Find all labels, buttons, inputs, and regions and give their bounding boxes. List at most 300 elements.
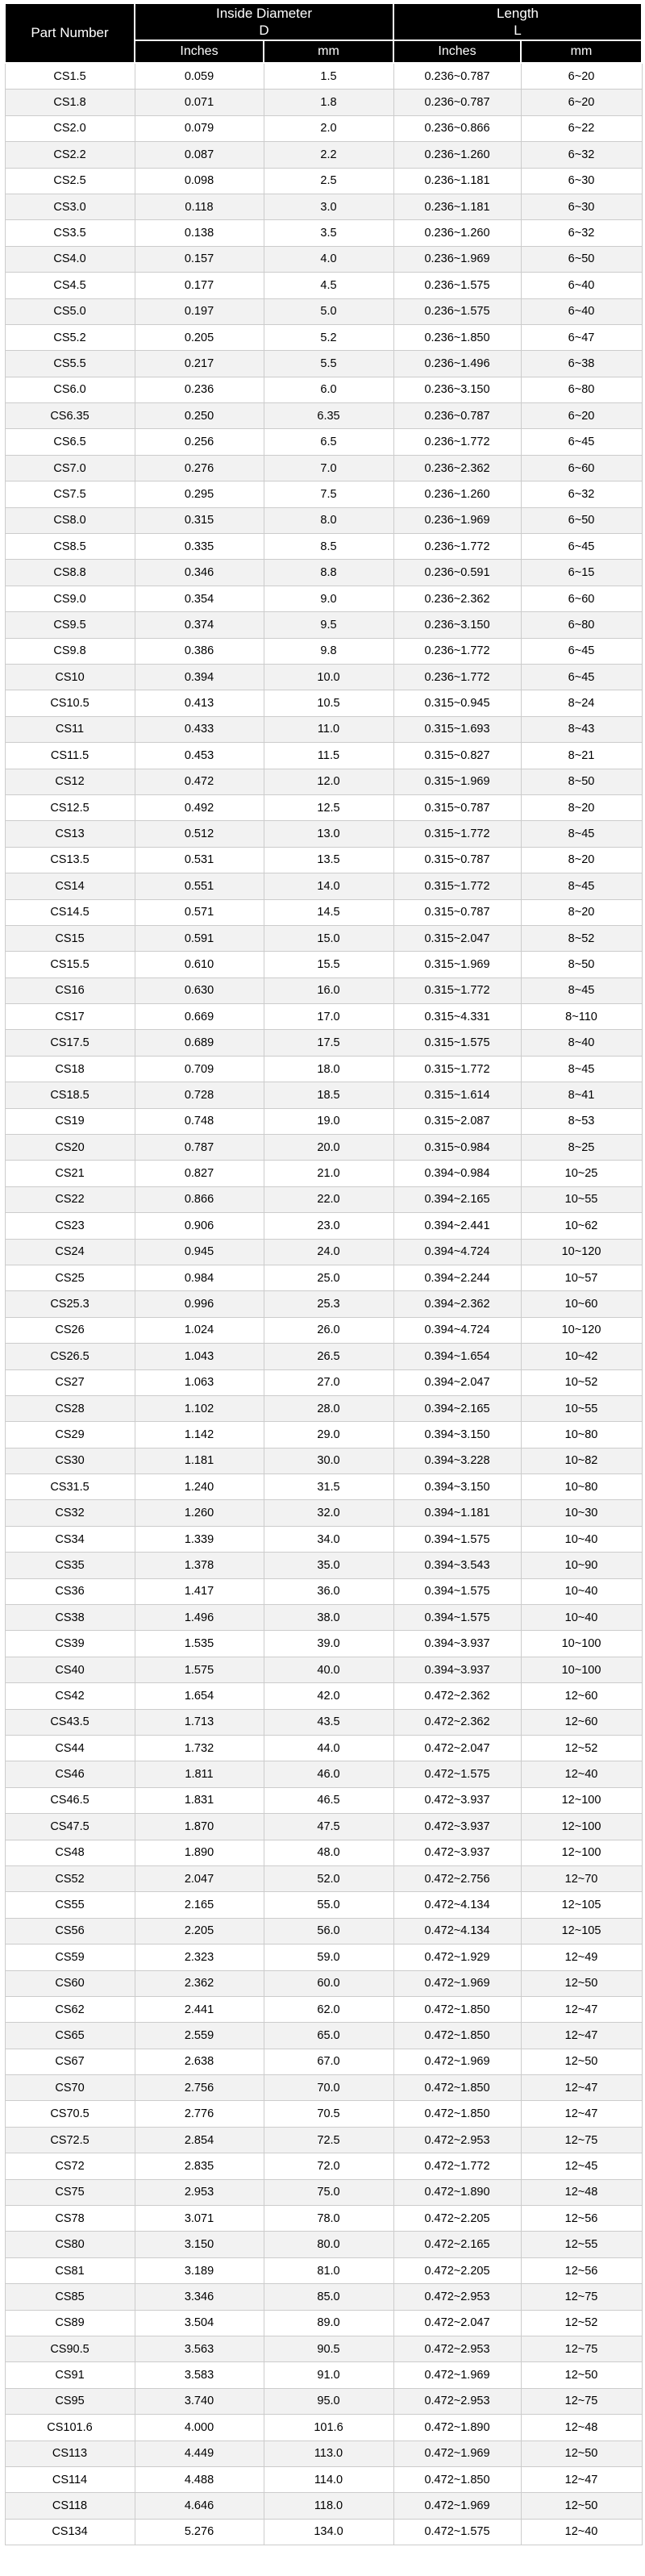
- part-number-cell: CS2.0: [5, 115, 135, 141]
- part-number-cell: CS80: [5, 2232, 135, 2257]
- table-row: [5, 90, 642, 115]
- length-mm-cell: 12~40: [521, 1761, 642, 1787]
- part-number-cell: CS72.5: [5, 2127, 135, 2153]
- diameter-mm-cell: 29.0: [264, 1422, 393, 1448]
- length-inches-cell: 0.394~3.937: [393, 1657, 521, 1682]
- table-row: [5, 794, 642, 820]
- table-row: [5, 429, 642, 455]
- diameter-mm-cell: 95.0: [264, 2388, 393, 2414]
- diameter-mm-cell: 40.0: [264, 1657, 393, 1682]
- part-number-cell: CS91: [5, 2362, 135, 2388]
- length-inches-cell: 0.315~0.827: [393, 743, 521, 769]
- diameter-mm-cell: 16.0: [264, 977, 393, 1003]
- diameter-mm-cell: 48.0: [264, 1840, 393, 1865]
- part-number-cell: CS32: [5, 1500, 135, 1526]
- part-number-cell: CS15.5: [5, 952, 135, 977]
- diameter-inches-cell: 0.689: [135, 1030, 264, 1056]
- length-inches-cell: 0.472~1.929: [393, 1945, 521, 1970]
- diameter-inches-cell: 2.854: [135, 2127, 264, 2153]
- length-mm-cell: 12~52: [521, 2310, 642, 2336]
- table-row: [5, 1004, 642, 1030]
- length-inches-cell: 0.472~2.953: [393, 2336, 521, 2361]
- part-number-cell: CS70: [5, 2075, 135, 2101]
- length-mm-cell: 6~45: [521, 429, 642, 455]
- length-inches-cell: 0.394~1.575: [393, 1526, 521, 1552]
- part-number-cell: CS85: [5, 2284, 135, 2310]
- length-inches-cell: 0.472~1.850: [393, 2075, 521, 2101]
- part-number-cell: CS65: [5, 2023, 135, 2049]
- length-inches-cell: 0.315~1.772: [393, 977, 521, 1003]
- part-number-cell: CS9.8: [5, 638, 135, 664]
- length-mm-cell: 12~47: [521, 2075, 642, 2101]
- table-row: [5, 142, 642, 168]
- diameter-inches-cell: 0.709: [135, 1056, 264, 1082]
- table-row: [5, 1161, 642, 1186]
- diameter-inches-cell: 2.756: [135, 2075, 264, 2101]
- length-inches-cell: 0.394~3.150: [393, 1422, 521, 1448]
- diameter-mm-cell: 17.5: [264, 1030, 393, 1056]
- table-row: [5, 847, 642, 873]
- length-inches-cell: 0.315~0.787: [393, 794, 521, 820]
- part-number-cell: CS38: [5, 1605, 135, 1631]
- diameter-inches-cell: 1.870: [135, 1814, 264, 1840]
- table-row: [5, 1553, 642, 1578]
- diameter-inches-cell: 1.181: [135, 1448, 264, 1473]
- diameter-inches-cell: 0.256: [135, 429, 264, 455]
- table-row: [5, 455, 642, 481]
- table-row: [5, 2441, 642, 2466]
- length-mm-cell: 6~80: [521, 612, 642, 638]
- length-mm-cell: 10~80: [521, 1474, 642, 1500]
- diameter-mm-cell: 25.0: [264, 1265, 393, 1290]
- part-number-cell: CS8.0: [5, 507, 135, 533]
- length-inches-cell: 0.236~1.575: [393, 273, 521, 298]
- part-number-cell: CS13: [5, 821, 135, 847]
- part-number-cell: CS15: [5, 925, 135, 951]
- diameter-mm-cell: 9.8: [264, 638, 393, 664]
- length-inches-cell: 0.394~3.543: [393, 1553, 521, 1578]
- diameter-mm-cell: 8.8: [264, 560, 393, 586]
- length-inches-cell: 0.472~2.362: [393, 1709, 521, 1735]
- length-mm-cell: 10~120: [521, 1239, 642, 1265]
- length-inches-cell: 0.315~0.945: [393, 690, 521, 716]
- diameter-mm-cell: 56.0: [264, 1918, 393, 1944]
- table-row: [5, 2075, 642, 2101]
- table-row: [5, 612, 642, 638]
- diameter-mm-cell: 59.0: [264, 1945, 393, 1970]
- diameter-mm-cell: 113.0: [264, 2441, 393, 2466]
- length-mm-cell: 6~15: [521, 560, 642, 586]
- diameter-mm-cell: 13.0: [264, 821, 393, 847]
- diameter-mm-cell: 26.5: [264, 1344, 393, 1369]
- length-inches-cell: 0.236~3.150: [393, 377, 521, 402]
- diameter-inches-cell: 0.591: [135, 925, 264, 951]
- length-inches-cell: 0.472~3.937: [393, 1840, 521, 1865]
- table-row: [5, 2127, 642, 2153]
- length-mm-cell: 6~47: [521, 324, 642, 350]
- diameter-inches-cell: 3.563: [135, 2336, 264, 2361]
- part-number-cell: CS21: [5, 1161, 135, 1186]
- diameter-mm-cell: 1.8: [264, 90, 393, 115]
- length-inches-cell: 0.315~1.772: [393, 821, 521, 847]
- part-number-cell: CS17.5: [5, 1030, 135, 1056]
- part-number-cell: CS48: [5, 1840, 135, 1865]
- diameter-inches-cell: 1.417: [135, 1578, 264, 1604]
- diameter-mm-cell: 44.0: [264, 1736, 393, 1761]
- length-mm-cell: 8~52: [521, 925, 642, 951]
- diameter-inches-cell: 0.413: [135, 690, 264, 716]
- length-mm-cell: 12~50: [521, 2441, 642, 2466]
- table-row: [5, 769, 642, 794]
- diameter-inches-cell: 2.441: [135, 1996, 264, 2022]
- table-row: [5, 977, 642, 1003]
- table-row: [5, 2388, 642, 2414]
- diameter-inches-cell: 0.906: [135, 1213, 264, 1239]
- table-row: [5, 63, 642, 90]
- part-number-cell: CS39: [5, 1631, 135, 1657]
- diameter-inches-cell: 1.102: [135, 1395, 264, 1421]
- length-mm-cell: 12~50: [521, 1970, 642, 1996]
- diameter-inches-cell: 0.157: [135, 246, 264, 272]
- diameter-mm-cell: 55.0: [264, 1892, 393, 1918]
- length-mm-cell: 12~100: [521, 1814, 642, 1840]
- length-inches-cell: 0.315~1.969: [393, 769, 521, 794]
- length-mm-cell: 6~32: [521, 142, 642, 168]
- diameter-mm-cell: 10.5: [264, 690, 393, 716]
- diameter-mm-cell: 89.0: [264, 2310, 393, 2336]
- length-inches-cell: 0.236~1.772: [393, 664, 521, 690]
- table-row: [5, 1840, 642, 1865]
- part-number-cell: CS25: [5, 1265, 135, 1290]
- part-number-cell: CS5.5: [5, 351, 135, 377]
- diameter-mm-cell: 43.5: [264, 1709, 393, 1735]
- part-number-cell: CS26: [5, 1317, 135, 1343]
- diameter-inches-cell: 3.583: [135, 2362, 264, 2388]
- part-number-cell: CS60: [5, 1970, 135, 1996]
- length-mm-cell: 12~56: [521, 2257, 642, 2283]
- length-inches-unit-header: Inches: [393, 40, 521, 63]
- table-row: [5, 716, 642, 742]
- diameter-mm-cell: 70.0: [264, 2075, 393, 2101]
- diameter-mm-cell: 39.0: [264, 1631, 393, 1657]
- table-row: [5, 1500, 642, 1526]
- part-number-cell: CS35: [5, 1553, 135, 1578]
- length-inches-cell: 0.315~0.984: [393, 1135, 521, 1161]
- table-row: [5, 246, 642, 272]
- length-inches-cell: 0.394~1.575: [393, 1605, 521, 1631]
- diameter-mm-cell: 12.5: [264, 794, 393, 820]
- length-inches-cell: 0.315~0.787: [393, 847, 521, 873]
- length-mm-cell: 8~41: [521, 1082, 642, 1108]
- length-inches-cell: 0.315~0.787: [393, 899, 521, 925]
- length-mm-cell: 8~20: [521, 794, 642, 820]
- table-row: [5, 1787, 642, 1813]
- table-row: [5, 1030, 642, 1056]
- part-number-cell: CS7.0: [5, 455, 135, 481]
- diameter-mm-cell: 78.0: [264, 2206, 393, 2232]
- table-row: [5, 324, 642, 350]
- diameter-mm-cell: 24.0: [264, 1239, 393, 1265]
- table-row: [5, 638, 642, 664]
- length-mm-cell: 10~52: [521, 1369, 642, 1395]
- length-mm-cell: 8~43: [521, 716, 642, 742]
- table-row: [5, 1605, 642, 1631]
- length-inches-cell: 0.472~2.953: [393, 2388, 521, 2414]
- length-mm-cell: 6~50: [521, 246, 642, 272]
- diameter-mm-cell: 19.0: [264, 1108, 393, 1134]
- length-inches-cell: 0.236~1.772: [393, 638, 521, 664]
- table-row: [5, 2362, 642, 2388]
- length-mm-cell: 12~75: [521, 2336, 642, 2361]
- table-row: [5, 2493, 642, 2519]
- diameter-inches-cell: 0.512: [135, 821, 264, 847]
- diameter-mm-cell: 28.0: [264, 1395, 393, 1421]
- diameter-mm-cell: 8.0: [264, 507, 393, 533]
- part-number-cell: CS40: [5, 1657, 135, 1682]
- diameter-mm-cell: 90.5: [264, 2336, 393, 2361]
- length-inches-cell: 0.394~2.362: [393, 1291, 521, 1317]
- length-inches-cell: 0.472~2.205: [393, 2257, 521, 2283]
- diameter-mm-cell: 12.0: [264, 769, 393, 794]
- length-inches-cell: 0.236~1.260: [393, 481, 521, 507]
- length-mm-cell: 8~25: [521, 1135, 642, 1161]
- diameter-inches-cell: 2.205: [135, 1918, 264, 1944]
- table-row: [5, 1344, 642, 1369]
- diameter-mm-cell: 9.5: [264, 612, 393, 638]
- part-number-cell: CS5.2: [5, 324, 135, 350]
- length-mm-cell: 8~53: [521, 1108, 642, 1134]
- table-row: [5, 2257, 642, 2283]
- part-number-cell: CS72: [5, 2153, 135, 2179]
- table-row: [5, 1317, 642, 1343]
- length-mm-cell: 6~45: [521, 534, 642, 560]
- diameter-inches-cell: 0.315: [135, 507, 264, 533]
- length-inches-cell: 0.472~1.772: [393, 2153, 521, 2179]
- diameter-inches-cell: 0.079: [135, 115, 264, 141]
- length-mm-cell: 12~47: [521, 2466, 642, 2492]
- part-number-cell: CS24: [5, 1239, 135, 1265]
- diameter-inches-cell: 0.571: [135, 899, 264, 925]
- length-mm-cell: 10~100: [521, 1657, 642, 1682]
- diameter-inches-cell: 0.866: [135, 1186, 264, 1212]
- diameter-mm-cell: 72.5: [264, 2127, 393, 2153]
- part-number-cell: CS18.5: [5, 1082, 135, 1108]
- part-number-cell: CS95: [5, 2388, 135, 2414]
- diameter-mm-cell: 81.0: [264, 2257, 393, 2283]
- diameter-mm-cell: 3.5: [264, 220, 393, 246]
- part-number-cell: CS89: [5, 2310, 135, 2336]
- diameter-mm-cell: 2.5: [264, 168, 393, 194]
- diameter-mm-cell: 14.5: [264, 899, 393, 925]
- part-number-cell: CS43.5: [5, 1709, 135, 1735]
- diameter-mm-cell: 4.0: [264, 246, 393, 272]
- diameter-inches-cell: 1.831: [135, 1787, 264, 1813]
- length-mm-cell: 8~21: [521, 743, 642, 769]
- diameter-inches-cell: 3.740: [135, 2388, 264, 2414]
- part-number-cell: CS8.8: [5, 560, 135, 586]
- length-inches-cell: 0.472~2.047: [393, 2310, 521, 2336]
- part-number-cell: CS113: [5, 2441, 135, 2466]
- diameter-inches-cell: 4.646: [135, 2493, 264, 2519]
- diameter-inches-cell: 0.669: [135, 1004, 264, 1030]
- diameter-inches-cell: 0.217: [135, 351, 264, 377]
- table-row: [5, 899, 642, 925]
- part-number-cell: CS90.5: [5, 2336, 135, 2361]
- diameter-inches-cell: 1.043: [135, 1344, 264, 1369]
- length-mm-cell: 10~90: [521, 1553, 642, 1578]
- length-inches-cell: 0.315~4.331: [393, 1004, 521, 1030]
- table-row: [5, 1970, 642, 1996]
- diameter-inches-cell: 5.276: [135, 2519, 264, 2545]
- part-number-cell: CS34: [5, 1526, 135, 1552]
- length-inches-cell: 0.472~3.937: [393, 1787, 521, 1813]
- diameter-inches-cell: 0.374: [135, 612, 264, 638]
- part-number-cell: CS16: [5, 977, 135, 1003]
- diameter-inches-cell: 1.713: [135, 1709, 264, 1735]
- table-row: [5, 1239, 642, 1265]
- length-inches-cell: 0.394~2.047: [393, 1369, 521, 1395]
- length-inches-cell: 0.472~2.362: [393, 1683, 521, 1709]
- length-mm-unit-header: mm: [521, 40, 642, 63]
- length-header: [393, 3, 642, 40]
- length-mm-cell: 12~45: [521, 2153, 642, 2179]
- table-row: [5, 1186, 642, 1212]
- table-row: [5, 952, 642, 977]
- diameter-mm-cell: 18.0: [264, 1056, 393, 1082]
- length-inches-cell: 0.394~3.228: [393, 1448, 521, 1473]
- diameter-inches-cell: 0.295: [135, 481, 264, 507]
- table-row: [5, 2284, 642, 2310]
- diameter-inches-cell: 2.835: [135, 2153, 264, 2179]
- length-mm-cell: 6~22: [521, 115, 642, 141]
- length-mm-cell: 12~55: [521, 2232, 642, 2257]
- length-mm-cell: 8~40: [521, 1030, 642, 1056]
- length-mm-cell: 6~20: [521, 63, 642, 90]
- length-mm-cell: 6~40: [521, 273, 642, 298]
- diameter-mm-cell: 22.0: [264, 1186, 393, 1212]
- length-mm-cell: 10~42: [521, 1344, 642, 1369]
- diameter-inches-cell: 0.098: [135, 168, 264, 194]
- part-number-cell: CS17: [5, 1004, 135, 1030]
- diameter-inches-cell: 0.138: [135, 220, 264, 246]
- diameter-mm-cell: 9.0: [264, 586, 393, 611]
- length-symbol: L: [514, 23, 522, 38]
- length-inches-cell: 0.472~2.205: [393, 2206, 521, 2232]
- length-mm-cell: 12~40: [521, 2519, 642, 2545]
- table-row: [5, 1448, 642, 1473]
- length-mm-cell: 12~52: [521, 1736, 642, 1761]
- length-inches-cell: 0.236~1.850: [393, 324, 521, 350]
- diameter-inches-cell: 0.197: [135, 298, 264, 324]
- diameter-inches-cell: 0.386: [135, 638, 264, 664]
- part-number-cell: CS134: [5, 2519, 135, 2545]
- length-mm-cell: 12~47: [521, 1996, 642, 2022]
- table-row: [5, 273, 642, 298]
- diameter-mm-cell: 18.5: [264, 1082, 393, 1108]
- length-inches-cell: 0.394~1.181: [393, 1500, 521, 1526]
- length-inches-cell: 0.472~1.850: [393, 2101, 521, 2127]
- diameter-inches-cell: 0.059: [135, 63, 264, 90]
- length-inches-cell: 0.315~1.772: [393, 873, 521, 899]
- length-inches-cell: 0.236~1.260: [393, 142, 521, 168]
- length-mm-cell: 10~120: [521, 1317, 642, 1343]
- table-row: [5, 586, 642, 611]
- part-number-cell: CS7.5: [5, 481, 135, 507]
- diameter-mm-cell: 11.5: [264, 743, 393, 769]
- length-mm-cell: 6~30: [521, 194, 642, 219]
- length-inches-cell: 0.315~1.969: [393, 952, 521, 977]
- length-inches-cell: 0.472~3.937: [393, 1814, 521, 1840]
- length-mm-cell: 10~62: [521, 1213, 642, 1239]
- length-inches-cell: 0.472~1.890: [393, 2179, 521, 2205]
- table-row: [5, 1291, 642, 1317]
- diameter-mm-cell: 20.0: [264, 1135, 393, 1161]
- table-row: [5, 1631, 642, 1657]
- length-inches-cell: 0.236~1.969: [393, 246, 521, 272]
- part-number-cell: CS27: [5, 1369, 135, 1395]
- length-label: Length: [497, 5, 539, 21]
- length-inches-cell: 0.394~1.575: [393, 1578, 521, 1604]
- length-mm-cell: 8~45: [521, 1056, 642, 1082]
- diameter-inches-cell: 3.071: [135, 2206, 264, 2232]
- length-inches-cell: 0.472~1.575: [393, 1761, 521, 1787]
- diameter-inches-cell: 3.504: [135, 2310, 264, 2336]
- length-mm-cell: 12~75: [521, 2388, 642, 2414]
- length-mm-cell: 12~56: [521, 2206, 642, 2232]
- table-row: [5, 298, 642, 324]
- table-row: [5, 1082, 642, 1108]
- table-row: [5, 1814, 642, 1840]
- length-mm-cell: 6~40: [521, 298, 642, 324]
- length-inches-cell: 0.236~1.181: [393, 194, 521, 219]
- diameter-inches-cell: 0.354: [135, 586, 264, 611]
- length-mm-cell: 8~20: [521, 847, 642, 873]
- length-inches-cell: 0.472~1.575: [393, 2519, 521, 2545]
- part-number-cell: CS10.5: [5, 690, 135, 716]
- part-number-cell: CS25.3: [5, 1291, 135, 1317]
- part-number-cell: CS11.5: [5, 743, 135, 769]
- table-row: [5, 2336, 642, 2361]
- length-inches-cell: 0.236~0.787: [393, 90, 521, 115]
- length-inches-cell: 0.472~1.969: [393, 2362, 521, 2388]
- part-number-cell: CS20: [5, 1135, 135, 1161]
- diameter-inches-cell: 0.531: [135, 847, 264, 873]
- diameter-inches-cell: 0.945: [135, 1239, 264, 1265]
- part-number-cell: CS2.2: [5, 142, 135, 168]
- table-row: [5, 2153, 642, 2179]
- part-number-cell: CS1.8: [5, 90, 135, 115]
- diameter-mm-cell: 42.0: [264, 1683, 393, 1709]
- length-inches-cell: 0.394~2.244: [393, 1265, 521, 1290]
- part-number-cell: CS52: [5, 1865, 135, 1891]
- length-mm-cell: 8~50: [521, 769, 642, 794]
- diameter-mm-cell: 101.6: [264, 2415, 393, 2441]
- length-mm-cell: 10~60: [521, 1291, 642, 1317]
- length-inches-cell: 0.394~1.654: [393, 1344, 521, 1369]
- diameter-mm-cell: 46.0: [264, 1761, 393, 1787]
- diameter-mm-cell: 6.0: [264, 377, 393, 402]
- table-row: [5, 1108, 642, 1134]
- table-row: [5, 1736, 642, 1761]
- diameter-inches-cell: 0.071: [135, 90, 264, 115]
- length-inches-cell: 0.472~1.969: [393, 2441, 521, 2466]
- diameter-mm-cell: 114.0: [264, 2466, 393, 2492]
- table-row: [5, 1369, 642, 1395]
- part-number-cell: CS31.5: [5, 1474, 135, 1500]
- diameter-mm-cell: 31.5: [264, 1474, 393, 1500]
- part-number-cell: CS3.0: [5, 194, 135, 219]
- length-inches-cell: 0.315~2.087: [393, 1108, 521, 1134]
